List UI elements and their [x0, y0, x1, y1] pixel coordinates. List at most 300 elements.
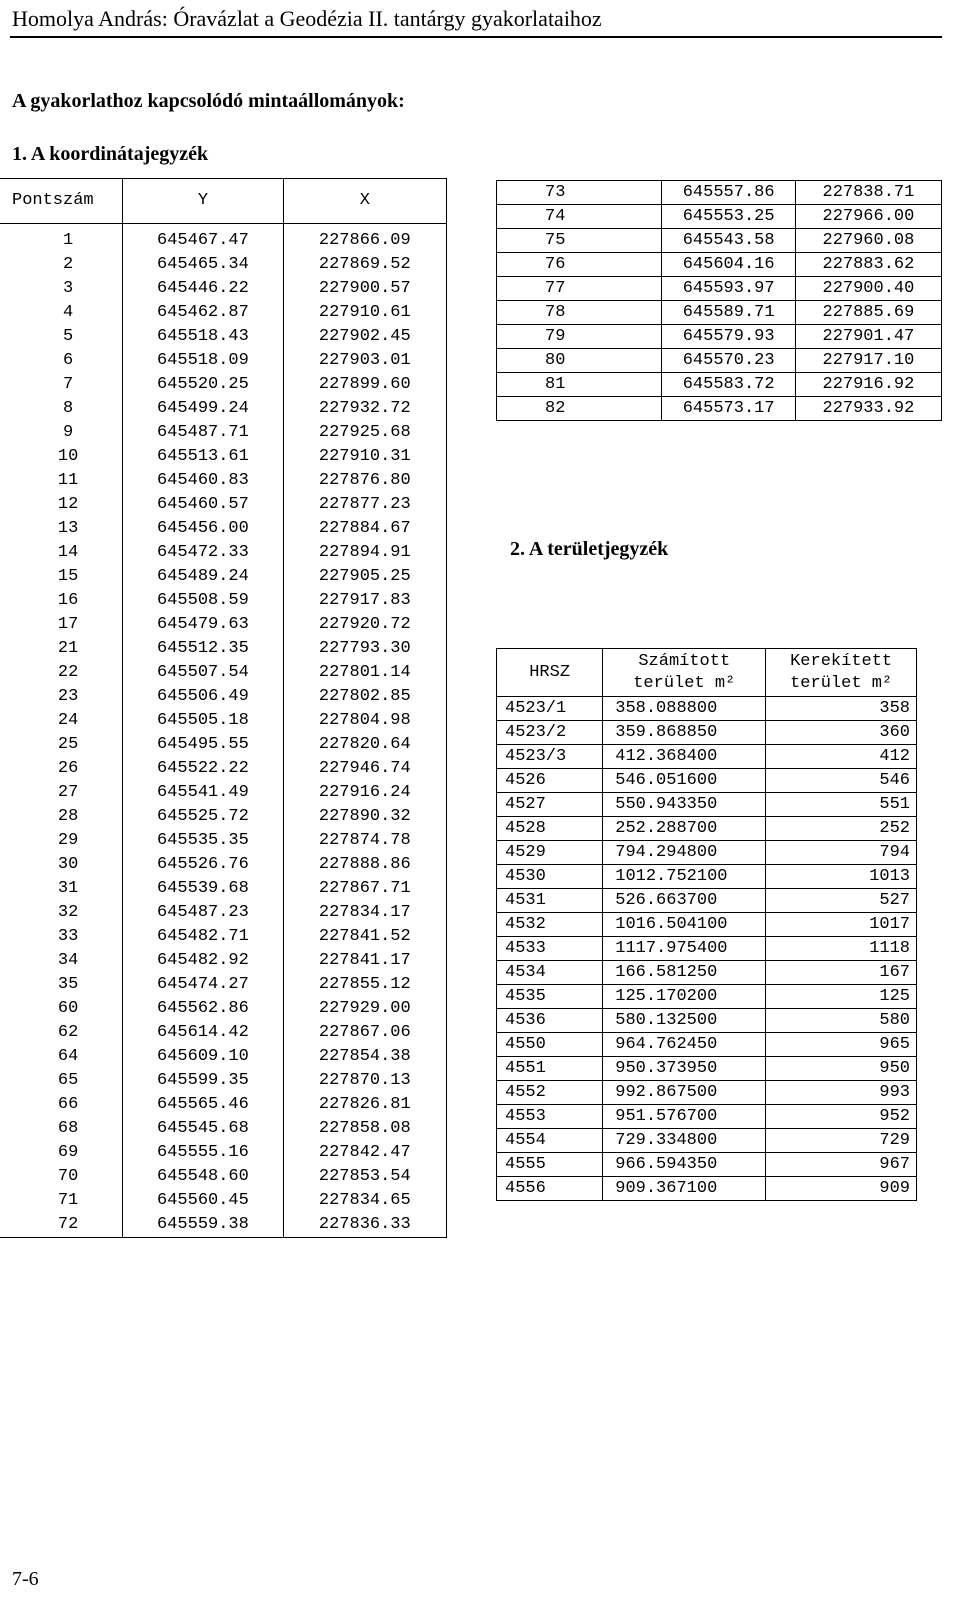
area-row-cell: 965 [766, 1033, 917, 1057]
coordinate-row-cell: 21 [0, 637, 123, 661]
coordinate-row-cell: 227932.72 [283, 397, 446, 421]
coordinate-row [0, 224, 447, 254]
coordinate-row-cell: 82 [497, 397, 662, 421]
area-row [497, 961, 917, 985]
coordinate-row-cell: 645505.18 [123, 709, 283, 733]
coordinate-row-cell: 227903.01 [283, 349, 446, 373]
area-row-cell: 4555 [497, 1153, 603, 1177]
coordinate-row [0, 925, 447, 949]
coordinate-row [0, 853, 447, 877]
coordinate-table-left [0, 178, 447, 1238]
header-rounded-line2: terület m² [790, 673, 893, 693]
area-row [497, 769, 917, 793]
area-row-cell: 551 [766, 793, 917, 817]
header-rule [10, 36, 942, 38]
coordinate-row-cell: 26 [0, 757, 123, 781]
coordinate-row-cell: 645508.59 [123, 589, 283, 613]
area-row-cell: 794 [766, 841, 917, 865]
header-title: Homolya András: Óravázlat a Geodézia II. tantárgy gyakorlataihoz [12, 6, 602, 31]
coordinate-row-cell: 645609.10 [123, 1045, 283, 1069]
area-row-cell: 526.663700 [603, 889, 766, 913]
coordinate-row-cell: 227925.68 [283, 421, 446, 445]
header-y: Y [123, 179, 283, 224]
area-row-cell: 950.373950 [603, 1057, 766, 1081]
coordinate-row-cell: 645555.16 [123, 1141, 283, 1165]
area-row-cell: 4523/1 [497, 697, 603, 721]
coordinate-row-cell: 17 [0, 613, 123, 637]
coordinate-row [0, 709, 447, 733]
area-row-cell: 964.762450 [603, 1033, 766, 1057]
area-row [497, 745, 917, 769]
coordinate-row-cell: 645495.55 [123, 733, 283, 757]
coordinate-row-cell: 645499.24 [123, 397, 283, 421]
header-calculated-area [603, 649, 766, 697]
coordinate-row-cell: 24 [0, 709, 123, 733]
section-area-heading: 2. A területjegyzék [510, 538, 669, 560]
coordinate-row-cell: 227917.10 [795, 349, 941, 373]
header-rounded-line1: Kerekített [790, 651, 893, 671]
coordinate-row-cell: 645589.71 [662, 301, 795, 325]
coordinate-row [0, 301, 447, 325]
coordinate-row-cell: 9 [0, 421, 123, 445]
area-row-cell: 4531 [497, 889, 603, 913]
coordinate-row-cell: 64 [0, 1045, 123, 1069]
coordinate-row [0, 685, 447, 709]
coordinate-row-cell: 62 [0, 1021, 123, 1045]
area-row [497, 985, 917, 1009]
coordinate-row [0, 997, 447, 1021]
coordinate-row-cell: 645456.00 [123, 517, 283, 541]
coordinate-row [0, 517, 447, 541]
area-row-cell: 167 [766, 961, 917, 985]
area-row-cell: 794.294800 [603, 841, 766, 865]
coordinate-row-cell: 645520.25 [123, 373, 283, 397]
coordinate-row-cell: 645487.23 [123, 901, 283, 925]
area-row-cell: 967 [766, 1153, 917, 1177]
coordinate-row [0, 1069, 447, 1093]
coordinate-row-cell: 645467.47 [123, 224, 283, 254]
area-row-cell: 4535 [497, 985, 603, 1009]
header-x: X [283, 179, 446, 224]
coordinate-row-cell: 31 [0, 877, 123, 901]
coordinate-row-cell: 645512.35 [123, 637, 283, 661]
coordinate-row-cell: 645460.57 [123, 493, 283, 517]
area-row [497, 817, 917, 841]
coordinate-row [0, 733, 447, 757]
area-row-cell: 1017 [766, 913, 917, 937]
coordinate-row [0, 277, 447, 301]
area-row-cell: 125.170200 [603, 985, 766, 1009]
coordinate-row-cell: 645446.22 [123, 277, 283, 301]
coordinate-row-cell: 645482.71 [123, 925, 283, 949]
area-row-cell: 993 [766, 1081, 917, 1105]
area-row-cell: 909 [766, 1177, 917, 1201]
coordinate-row-cell: 1 [0, 224, 123, 254]
coordinate-row-cell: 227855.12 [283, 973, 446, 997]
coordinate-row-cell: 227885.69 [795, 301, 941, 325]
coordinate-row-cell: 645570.23 [662, 349, 795, 373]
coordinate-row-cell: 2 [0, 253, 123, 277]
area-row-cell: 546 [766, 769, 917, 793]
coordinate-row-cell: 645548.60 [123, 1165, 283, 1189]
coordinate-row-cell: 227883.62 [795, 253, 941, 277]
coordinate-row-cell: 69 [0, 1141, 123, 1165]
area-row [497, 1081, 917, 1105]
coordinate-row [0, 445, 447, 469]
coordinate-row-cell: 227836.33 [283, 1213, 446, 1238]
coordinate-row-cell: 73 [497, 181, 662, 205]
coordinate-row-cell: 227826.81 [283, 1093, 446, 1117]
coordinate-row-cell: 227888.86 [283, 853, 446, 877]
coordinate-row-cell: 645559.38 [123, 1213, 283, 1238]
area-row-cell: 580.132500 [603, 1009, 766, 1033]
coordinate-row-cell: 227894.91 [283, 541, 446, 565]
area-row-cell: 4532 [497, 913, 603, 937]
coordinate-row-cell: 227869.52 [283, 253, 446, 277]
area-row-cell: 4530 [497, 865, 603, 889]
coordinate-row [0, 901, 447, 925]
coordinate-row-cell: 645482.92 [123, 949, 283, 973]
coordinate-row-cell: 14 [0, 541, 123, 565]
area-row-cell: 252.288700 [603, 817, 766, 841]
area-row-cell: 550.943350 [603, 793, 766, 817]
coordinate-row-cell: 227870.13 [283, 1069, 446, 1093]
coordinate-row-cell: 227933.92 [795, 397, 941, 421]
area-row [497, 889, 917, 913]
area-row-cell: 966.594350 [603, 1153, 766, 1177]
coordinate-row-cell: 12 [0, 493, 123, 517]
coordinate-row-cell: 227910.61 [283, 301, 446, 325]
coordinate-row-cell: 645562.86 [123, 997, 283, 1021]
page-number: 7-6 [12, 1568, 39, 1590]
area-row-cell: 4533 [497, 937, 603, 961]
coordinate-row-cell: 22 [0, 661, 123, 685]
coordinate-row-cell: 227867.06 [283, 1021, 446, 1045]
coordinate-row-cell: 645583.72 [662, 373, 795, 397]
coordinate-header-row [0, 179, 447, 224]
coordinate-row [497, 205, 942, 229]
coordinate-row [0, 973, 447, 997]
area-row-cell: 1117.975400 [603, 937, 766, 961]
area-row-cell: 4526 [497, 769, 603, 793]
coordinate-row [0, 1141, 447, 1165]
coordinate-row-cell: 227804.98 [283, 709, 446, 733]
coordinate-row-cell: 29 [0, 829, 123, 853]
coordinate-row-cell: 30 [0, 853, 123, 877]
area-row [497, 1177, 917, 1201]
header-calculated-line1: Számított [638, 651, 731, 671]
area-row-cell: 4523/3 [497, 745, 603, 769]
area-row [497, 841, 917, 865]
coordinate-row-cell: 227884.67 [283, 517, 446, 541]
coordinate-row [0, 949, 447, 973]
coordinate-row-cell: 25 [0, 733, 123, 757]
area-row-cell: 1016.504100 [603, 913, 766, 937]
header-rounded-area [766, 649, 917, 697]
coordinate-row-cell: 227916.92 [795, 373, 941, 397]
coordinate-row-cell: 65 [0, 1069, 123, 1093]
coordinate-row-cell: 33 [0, 925, 123, 949]
coordinate-row-cell: 15 [0, 565, 123, 589]
coordinate-row-cell: 227874.78 [283, 829, 446, 853]
area-row [497, 793, 917, 817]
area-row-cell: 359.868850 [603, 721, 766, 745]
coordinate-row [0, 421, 447, 445]
header-hrsz: HRSZ [497, 649, 603, 697]
coordinate-row-cell: 227802.85 [283, 685, 446, 709]
coordinate-row-cell: 645545.68 [123, 1117, 283, 1141]
coordinate-row-cell: 227853.54 [283, 1165, 446, 1189]
area-row-cell: 992.867500 [603, 1081, 766, 1105]
coordinate-row-cell: 227946.74 [283, 757, 446, 781]
area-row [497, 913, 917, 937]
coordinate-row-cell: 227920.72 [283, 613, 446, 637]
coordinate-row-cell: 227820.64 [283, 733, 446, 757]
coordinate-row-cell: 645465.34 [123, 253, 283, 277]
area-row [497, 697, 917, 721]
coordinate-row [0, 1093, 447, 1117]
area-row-cell: 4536 [497, 1009, 603, 1033]
coordinate-row-cell: 645472.33 [123, 541, 283, 565]
coordinate-row [0, 253, 447, 277]
coordinate-row-cell: 227854.38 [283, 1045, 446, 1069]
coordinate-row [0, 469, 447, 493]
coordinate-row-cell: 645535.35 [123, 829, 283, 853]
coordinate-row [0, 781, 447, 805]
coordinate-row [0, 493, 447, 517]
coordinate-row-cell: 227877.23 [283, 493, 446, 517]
coordinate-row-cell: 227793.30 [283, 637, 446, 661]
coordinate-row [497, 397, 942, 421]
coordinate-row-cell: 227900.40 [795, 277, 941, 301]
coordinate-row [0, 877, 447, 901]
coordinate-row-cell: 645507.54 [123, 661, 283, 685]
coordinate-row-cell: 13 [0, 517, 123, 541]
area-row-cell: 580 [766, 1009, 917, 1033]
area-row [497, 1009, 917, 1033]
area-row-cell: 4551 [497, 1057, 603, 1081]
coordinate-row-cell: 27 [0, 781, 123, 805]
coordinate-row-cell: 645579.93 [662, 325, 795, 349]
coordinate-row-cell: 77 [497, 277, 662, 301]
coordinate-row-cell: 227910.31 [283, 445, 446, 469]
coordinate-row-cell: 645604.16 [662, 253, 795, 277]
area-row-cell: 729 [766, 1129, 917, 1153]
area-row-cell: 950 [766, 1057, 917, 1081]
coordinate-row-cell: 35 [0, 973, 123, 997]
coordinate-row-cell: 645513.61 [123, 445, 283, 469]
coordinate-row-cell: 227901.47 [795, 325, 941, 349]
coordinate-row [0, 1189, 447, 1213]
coordinate-row-cell: 8 [0, 397, 123, 421]
coordinate-row-cell: 227890.32 [283, 805, 446, 829]
coordinate-row-cell: 5 [0, 325, 123, 349]
coordinate-row-cell: 6 [0, 349, 123, 373]
coordinate-row-cell: 227842.47 [283, 1141, 446, 1165]
coordinate-row-cell: 645539.68 [123, 877, 283, 901]
coordinate-row-cell: 60 [0, 997, 123, 1021]
coordinate-table-right [496, 180, 942, 421]
coordinate-row [497, 253, 942, 277]
coordinate-row-cell: 70 [0, 1165, 123, 1189]
coordinate-row-cell: 227916.24 [283, 781, 446, 805]
area-row-cell: 1118 [766, 937, 917, 961]
coordinate-row-cell: 81 [497, 373, 662, 397]
coordinate-row-cell: 227838.71 [795, 181, 941, 205]
header-calculated-line2: terület m² [633, 673, 736, 693]
coordinate-row-cell: 645599.35 [123, 1069, 283, 1093]
coordinate-row-cell: 227960.08 [795, 229, 941, 253]
coordinate-row [0, 757, 447, 781]
area-row-cell: 4552 [497, 1081, 603, 1105]
area-row-cell: 4527 [497, 793, 603, 817]
area-row-cell: 166.581250 [603, 961, 766, 985]
coordinate-row-cell: 227966.00 [795, 205, 941, 229]
coordinate-row-cell: 76 [497, 253, 662, 277]
coordinate-row-cell: 227801.14 [283, 661, 446, 685]
coordinate-row [0, 541, 447, 565]
coordinate-row-cell: 227867.71 [283, 877, 446, 901]
area-row-cell: 4528 [497, 817, 603, 841]
coordinate-row [0, 1165, 447, 1189]
coordinate-row-cell: 227917.83 [283, 589, 446, 613]
coordinate-row-cell: 645557.86 [662, 181, 795, 205]
coordinate-row-cell: 645573.17 [662, 397, 795, 421]
coordinate-row [0, 661, 447, 685]
coordinate-row [0, 349, 447, 373]
coordinate-row-cell: 74 [497, 205, 662, 229]
coordinate-row-cell: 645474.27 [123, 973, 283, 997]
coordinate-row-cell: 227899.60 [283, 373, 446, 397]
area-row-cell: 1013 [766, 865, 917, 889]
coordinate-row-cell: 4 [0, 301, 123, 325]
coordinate-row-cell: 645518.43 [123, 325, 283, 349]
coordinate-row-cell: 645560.45 [123, 1189, 283, 1213]
coordinate-row [0, 325, 447, 349]
coordinate-row-cell: 79 [497, 325, 662, 349]
area-row-cell: 412 [766, 745, 917, 769]
area-row-cell: 4523/2 [497, 721, 603, 745]
coordinate-row-cell: 75 [497, 229, 662, 253]
area-row [497, 721, 917, 745]
area-row-cell: 527 [766, 889, 917, 913]
area-row-cell: 546.051600 [603, 769, 766, 793]
coordinate-row-cell: 71 [0, 1189, 123, 1213]
coordinate-row-cell: 7 [0, 373, 123, 397]
coordinate-row-cell: 78 [497, 301, 662, 325]
coordinate-row [0, 1045, 447, 1069]
coordinate-row [0, 565, 447, 589]
coordinate-row-cell: 645614.42 [123, 1021, 283, 1045]
coordinate-row-cell: 32 [0, 901, 123, 925]
area-row [497, 1105, 917, 1129]
coordinate-row-cell: 11 [0, 469, 123, 493]
section-coordinates-heading: 1. A koordinátajegyzék [12, 143, 209, 165]
area-row-cell: 125 [766, 985, 917, 1009]
area-row [497, 865, 917, 889]
coordinate-row-cell: 10 [0, 445, 123, 469]
coordinate-row-cell: 227841.52 [283, 925, 446, 949]
coordinate-row [0, 805, 447, 829]
coordinate-row-cell: 645522.22 [123, 757, 283, 781]
area-row-cell: 358 [766, 697, 917, 721]
coordinate-row-cell: 227834.65 [283, 1189, 446, 1213]
coordinate-row-cell: 23 [0, 685, 123, 709]
coordinate-row [497, 229, 942, 253]
coordinate-row-cell: 645506.49 [123, 685, 283, 709]
coordinate-row [497, 277, 942, 301]
area-row [497, 1057, 917, 1081]
intro-heading: A gyakorlathoz kapcsolódó mintaállományok: [12, 90, 405, 112]
coordinate-row-cell: 645526.76 [123, 853, 283, 877]
area-row-cell: 360 [766, 721, 917, 745]
coordinate-row-cell: 227905.25 [283, 565, 446, 589]
coordinate-row-cell: 80 [497, 349, 662, 373]
coordinate-row-cell: 66 [0, 1093, 123, 1117]
area-row-cell: 729.334800 [603, 1129, 766, 1153]
coordinate-row [497, 181, 942, 205]
coordinate-row-cell: 645460.83 [123, 469, 283, 493]
coordinate-row [0, 589, 447, 613]
coordinate-row-cell: 68 [0, 1117, 123, 1141]
coordinate-row-cell: 645593.97 [662, 277, 795, 301]
coordinate-row-cell: 645489.24 [123, 565, 283, 589]
area-row [497, 1153, 917, 1177]
area-row-cell: 1012.752100 [603, 865, 766, 889]
coordinate-row-cell: 645541.49 [123, 781, 283, 805]
coordinate-row [0, 397, 447, 421]
coordinate-row-cell: 645525.72 [123, 805, 283, 829]
header-point-number: Pontszám [0, 179, 123, 224]
coordinate-row-cell: 227876.80 [283, 469, 446, 493]
coordinate-row-cell: 645518.09 [123, 349, 283, 373]
coordinate-row-cell: 34 [0, 949, 123, 973]
area-row [497, 1033, 917, 1057]
coordinate-row-cell: 645462.87 [123, 301, 283, 325]
area-row-cell: 952 [766, 1105, 917, 1129]
coordinate-row-cell: 227866.09 [283, 224, 446, 254]
coordinate-row [0, 1117, 447, 1141]
area-row-cell: 252 [766, 817, 917, 841]
coordinate-row-cell: 227929.00 [283, 997, 446, 1021]
area-header-row [497, 649, 917, 697]
area-row-cell: 951.576700 [603, 1105, 766, 1129]
coordinate-row-cell: 645487.71 [123, 421, 283, 445]
coordinate-row [0, 613, 447, 637]
area-row-cell: 412.368400 [603, 745, 766, 769]
area-row-cell: 4553 [497, 1105, 603, 1129]
coordinate-row-cell: 227841.17 [283, 949, 446, 973]
area-row-cell: 4529 [497, 841, 603, 865]
area-row [497, 937, 917, 961]
coordinate-row [0, 1021, 447, 1045]
coordinate-row [497, 349, 942, 373]
area-row-cell: 909.367100 [603, 1177, 766, 1201]
coordinate-row-cell: 645479.63 [123, 613, 283, 637]
coordinate-row-cell: 72 [0, 1213, 123, 1238]
coordinate-row-cell: 645565.46 [123, 1093, 283, 1117]
coordinate-row-cell: 227902.45 [283, 325, 446, 349]
coordinate-row [497, 325, 942, 349]
coordinate-row [0, 373, 447, 397]
coordinate-row-cell: 28 [0, 805, 123, 829]
coordinate-row [0, 637, 447, 661]
coordinate-row [0, 829, 447, 853]
area-row-cell: 4550 [497, 1033, 603, 1057]
area-row-cell: 4556 [497, 1177, 603, 1201]
coordinate-row-cell: 16 [0, 589, 123, 613]
coordinate-row [0, 1213, 447, 1238]
